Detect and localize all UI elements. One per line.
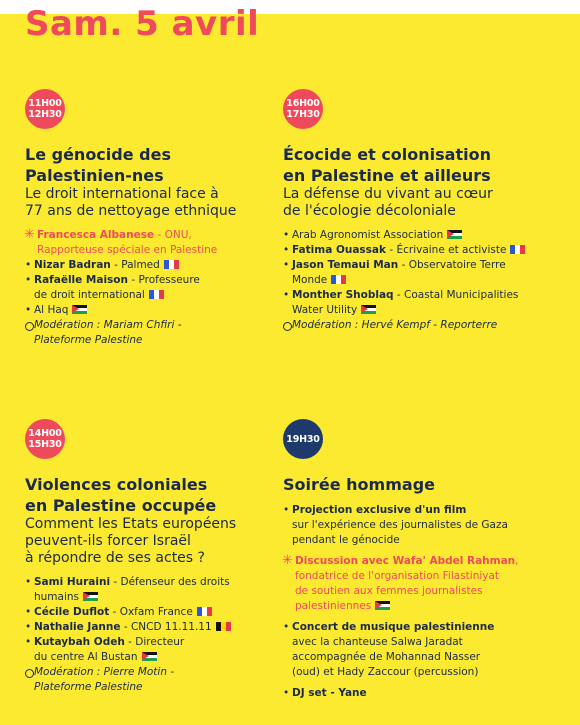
session-title: Écocide et colonisation en Palestine et ailleurs: [283, 145, 491, 185]
page-title: Sam. 5 avril: [25, 4, 260, 44]
session-title: Soirée hommage: [283, 475, 435, 494]
flag-palestine-icon: [72, 305, 87, 314]
flag-palestine-icon: [447, 230, 462, 239]
time-badge: [25, 89, 65, 129]
moderation-item: Modération : Hervé Kempf - Reporterre: [283, 318, 558, 333]
time-badge: [283, 89, 323, 129]
session-subtitle: Comment les Etats européens peuvent-ils forcer Israël à répondre de ses actes ?: [25, 516, 237, 566]
program-item: • DJ set - Yane: [283, 686, 558, 701]
flag-france-icon: [510, 245, 525, 254]
flag-palestine-icon: [361, 305, 376, 314]
flag-palestine-icon: [83, 592, 98, 601]
session-subtitle: La défense du vivant au cœur de l'écologie décoloniale: [283, 186, 493, 219]
flag-france-icon: [164, 260, 179, 269]
session-violences: [25, 419, 300, 695]
time-badge: [283, 419, 323, 459]
speaker-list: [25, 575, 300, 695]
speaker-list: [25, 228, 300, 348]
program-item: • Concert de musique palestinienne avec la chanteuse Salwa Jaradat accompagnée de Mohannad Nasser (oud) et Hady Zaccour (percussion): [283, 620, 558, 680]
speaker-item: • Kutaybah Odeh - Directeur du centre Al Bustan: [25, 635, 300, 665]
speaker-list: [283, 228, 558, 333]
speaker-item: • Arab Agronomist Association: [283, 228, 558, 243]
speaker-item: • Al Haq: [25, 303, 300, 318]
speaker-item: ✳ Francesca Albanese - ONU, Rapporteuse spéciale en Palestine: [24, 227, 218, 256]
speaker-item: • Jason Temaui Man - Observatoire Terre Monde: [283, 258, 558, 288]
end-time: 15H30: [28, 439, 62, 450]
moderation-item: Modération : Mariam Chfiri - Plateforme Palestine: [25, 318, 300, 348]
session-genocide: [25, 89, 300, 348]
session-soiree: [283, 419, 558, 701]
session-ecocide: [283, 89, 558, 333]
speaker-item: • Cécile Duflot - Oxfam France: [25, 605, 300, 620]
flag-france-icon: [331, 275, 346, 284]
flag-palestine-icon: [142, 652, 157, 661]
speaker-item: • Rafaëlle Maison - Professeure de droit international: [25, 273, 300, 303]
speaker-item: • Fatima Ouassak - Écrivaine et activiste: [283, 243, 558, 258]
program-item: ✳ Discussion avec Wafa' Abdel Rahman, fondatrice de l'organisation Filastiniyat de soutien aux femmes journalistes palestiniennes: [282, 553, 519, 612]
start-time: 14H00: [28, 428, 62, 439]
program-item: • Projection exclusive d'un film sur l'expérience des journalistes de Gaza pendant le génocide: [283, 503, 558, 548]
asterisk-icon: ✳: [24, 227, 35, 242]
session-subtitle: Le droit international face à 77 ans de nettoyage ethnique: [25, 186, 237, 219]
start-time: 19H30: [286, 433, 320, 445]
end-time: 12H30: [28, 109, 62, 120]
start-time: 16H00: [286, 98, 320, 109]
flag-france-icon: [197, 607, 212, 616]
session-title: Violences coloniales en Palestine occupée: [25, 475, 217, 515]
end-time: 17H30: [286, 109, 320, 120]
start-time: 11H00: [28, 98, 62, 109]
speaker-item: • Sami Huraini - Défenseur des droits humains: [25, 575, 300, 605]
flag-belgium-icon: [216, 622, 231, 631]
asterisk-icon: ✳: [282, 553, 293, 568]
program-list: [283, 503, 558, 701]
session-title: Le génocide des Palestinien-nes: [25, 145, 171, 185]
moderation-item: Modération : Pierre Motin - Plateforme Palestine: [25, 665, 300, 695]
speaker-item: • Nathalie Janne - CNCD 11.11.11: [25, 620, 300, 635]
flag-palestine-icon: [375, 601, 390, 610]
flag-france-icon: [149, 290, 164, 299]
speaker-item: • Nizar Badran - Palmed: [25, 258, 300, 273]
time-badge: [25, 419, 65, 459]
speaker-item: • Monther Shoblaq - Coastal Municipalities Water Utility: [283, 288, 558, 318]
